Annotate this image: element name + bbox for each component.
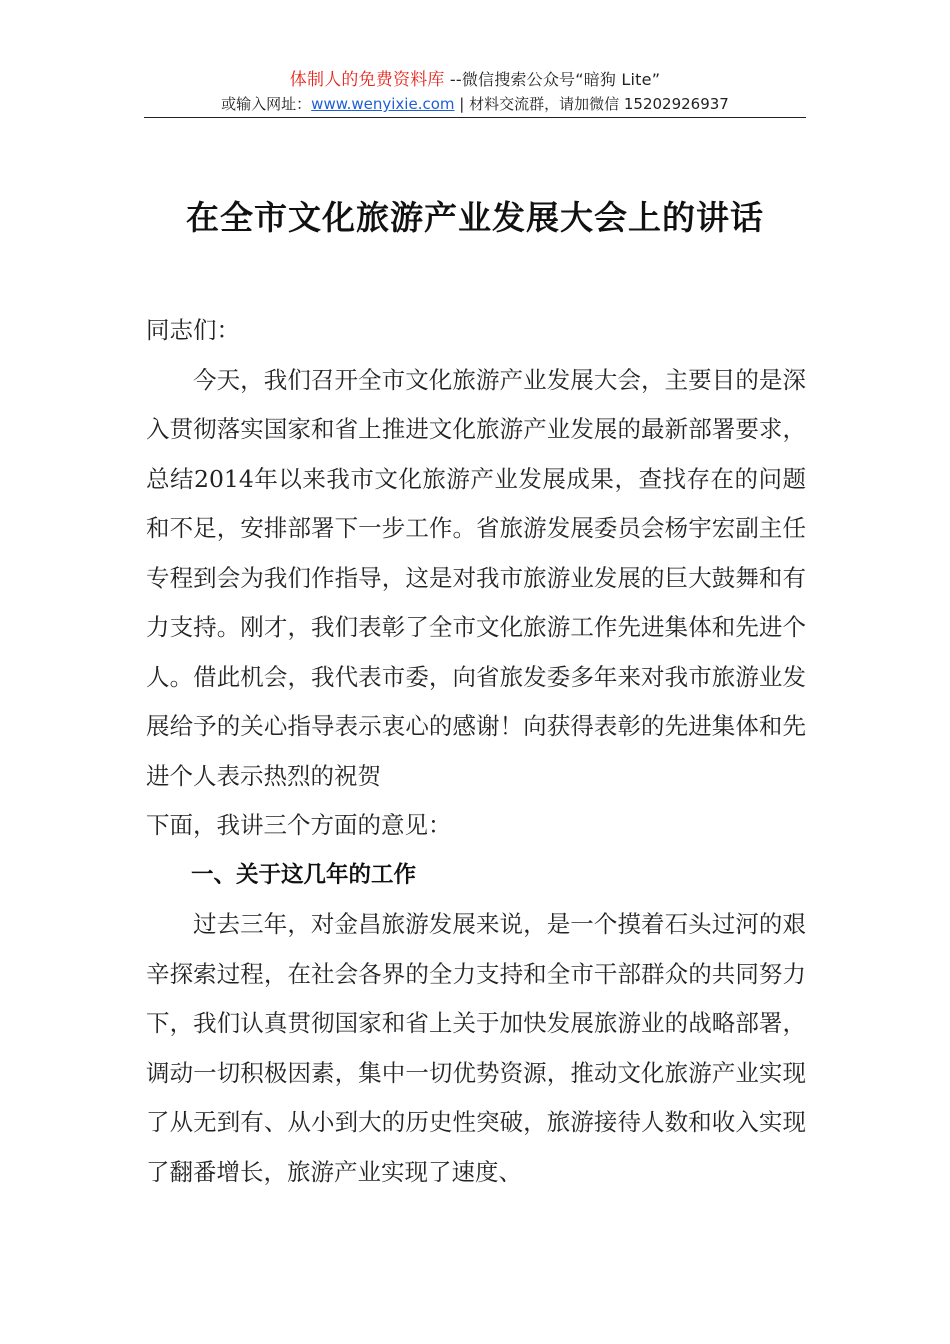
header-divider: [144, 117, 806, 118]
document-body: [146, 306, 806, 1197]
header-line-promo: [144, 68, 806, 92]
header-contact: 材料交流群，请加微信 15202926937: [469, 95, 729, 113]
header-brand: 体制人的免费资料库: [289, 70, 445, 90]
header-url-prefix: 或输入网址：: [221, 95, 312, 113]
document-title: 在全市文化旅游产业发展大会上的讲话: [186, 198, 764, 237]
page-header: [144, 68, 806, 116]
paragraph-intro: 今天，我们召开全市文化旅游产业发展大会，主要目的是深入贯彻落实国家和省上推进文化旅游产业发展的最新部署要求，总结2014年以来我市文化旅游产业发展成果，查找存在的问题和不足，安排部署下一步工作。省旅游发展委员会杨宇宏副主任专程到会为我们作指导，这是对我市旅游业发展的巨大鼓舞和有力支持。刚才，我们表彰了全市文化旅游工作先进集体和先进个人。借此机会，我代表市委，向省旅发委多年来对我市旅游业发展给予的关心指导表示衷心的感谢！向获得表彰的先进集体和先进个人表示热烈的祝贺: [146, 365, 806, 790]
salutation: 同志们：: [146, 316, 240, 344]
section-heading-1: 一、关于这几年的工作: [191, 861, 417, 888]
header-slogan: --微信搜索公众号“暗狗 Lite”: [444, 70, 661, 89]
header-separator: |: [454, 95, 470, 113]
paragraph-review: 过去三年，对金昌旅游发展来说，是一个摸着石头过河的艰辛探索过程，在社会各界的全力支持和全市干部群众的共同努力下，我们认真贯彻国家和省上关于加快发展旅游业的战略部署，调动一切积极因素，集中一切优势资源，推动文化旅游产业实现了从无到有、从小到大的历史性突破，旅游接待人数和收入实现了翻番增长，旅游产业实现了速度、: [146, 910, 806, 1186]
header-url-link[interactable]: www.wenyixie.com: [311, 95, 455, 113]
header-line-contact: [144, 92, 806, 116]
paragraph-outline: 下面，我讲三个方面的意见：: [146, 811, 452, 839]
